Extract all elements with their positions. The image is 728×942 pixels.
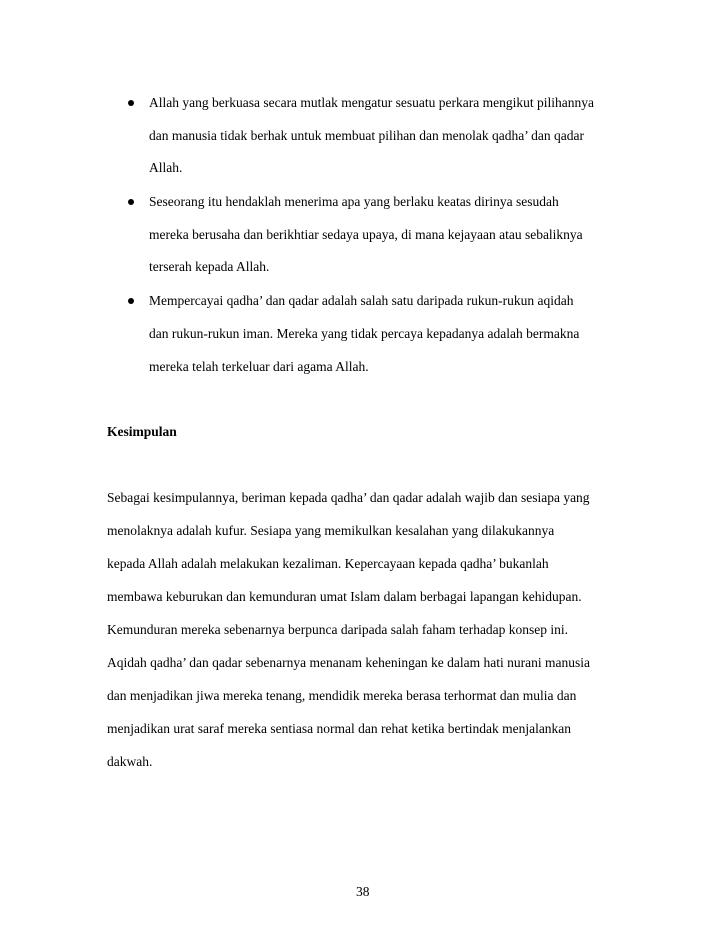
conclusion-line: dakwah.	[107, 754, 153, 769]
bullet-marker	[128, 199, 134, 205]
bullet-2-line-3: terserah kepada Allah.	[149, 259, 270, 274]
bullet-3-line-1: Mempercayai qadha’ dan qadar adalah salah satu daripada rukun-rukun aqidah	[149, 293, 574, 308]
bullet-2-line-1: Seseorang itu hendaklah menerima apa yang berlaku keatas dirinya sesudah	[149, 194, 559, 209]
page-number: 38	[356, 884, 370, 899]
bullet-1-line-3: Allah.	[149, 160, 183, 175]
section-heading: Kesimpulan	[107, 424, 177, 439]
conclusion-line: membawa keburukan dan kemunduran umat Islam dalam berbagai lapangan kehidupan.	[107, 589, 582, 604]
conclusion-line: Aqidah qadha’ dan qadar sebenarnya menanam keheningan ke dalam hati nurani manusia	[107, 655, 590, 670]
bullet-3-line-2: dan rukun-rukun iman. Mereka yang tidak percaya kepadanya adalah bermakna	[149, 326, 580, 341]
bullet-marker	[128, 298, 134, 304]
bullet-1-line-1: Allah yang berkuasa secara mutlak mengatur sesuatu perkara mengikut pilihannya	[149, 95, 594, 110]
conclusion-line: menjadikan urat saraf mereka sentiasa normal dan rehat ketika bertindak menjalankan	[107, 721, 572, 736]
conclusion-line: Sebagai kesimpulannya, beriman kepada qadha’ dan qadar adalah wajib dan sesiapa yang	[107, 490, 590, 505]
conclusion-line: Kemunduran mereka sebenarnya berpunca daripada salah faham terhadap konsep ini.	[107, 622, 569, 637]
bullet-marker	[128, 100, 134, 106]
conclusion-line: menolaknya adalah kufur. Sesiapa yang memikulkan kesalahan yang dilakukannya	[107, 523, 555, 538]
conclusion-line: dan menjadikan jiwa mereka tenang, mendidik mereka berasa terhormat dan mulia dan	[107, 688, 577, 703]
bullet-3-line-3: mereka telah terkeluar dari agama Allah.	[149, 359, 369, 374]
bullet-1-line-2: dan manusia tidak berhak untuk membuat pilihan dan menolak qadha’ dan qadar	[149, 128, 584, 143]
conclusion-line: kepada Allah adalah melakukan kezaliman. Kepercayaan kepada qadha’ bukanlah	[107, 556, 549, 571]
bullet-2-line-2: mereka berusaha dan berikhtiar sedaya upaya, di mana kejayaan atau sebaliknya	[149, 227, 583, 242]
